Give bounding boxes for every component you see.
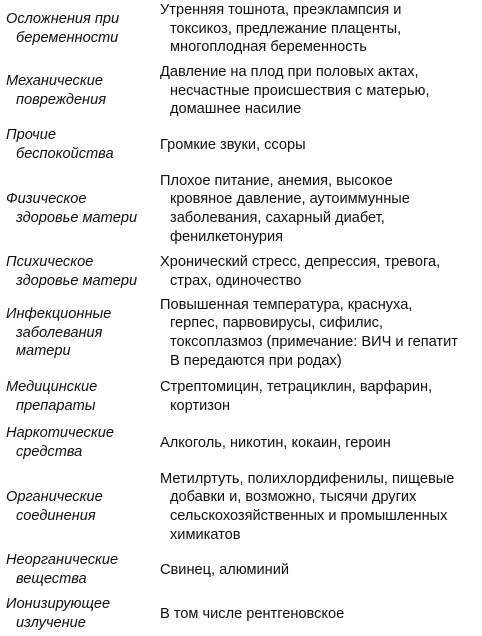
table-row (0, 170, 482, 248)
category-cell (0, 126, 152, 163)
description-cell (152, 434, 470, 453)
description-line: добавки и, возможно, тысячи других (170, 489, 417, 506)
category-line: Механические (6, 73, 103, 90)
category-cell (0, 190, 152, 227)
category-cell (0, 378, 152, 415)
description-cell (152, 172, 470, 247)
description-line: несчастные происшествия с матерью, (170, 82, 430, 99)
description-cell (152, 136, 470, 155)
category-line: здоровье матери (16, 273, 138, 289)
category-cell (0, 72, 152, 109)
category-line: беременности (16, 30, 119, 46)
description-line: Давление на плод при половых актах, (160, 63, 419, 80)
description-line: Хронический стресс, депрессия, тревога, (160, 254, 441, 271)
table-row (0, 594, 482, 634)
category-line: Инфекционные (6, 305, 112, 322)
category-cell (0, 551, 152, 588)
category-line: средства (16, 444, 83, 460)
description-cell (152, 253, 470, 290)
category-cell (0, 305, 152, 361)
category-line: Психическое (6, 254, 94, 271)
description-line: домашнее насилие (170, 101, 302, 118)
table-row (0, 62, 482, 120)
description-line: токсоплазмоз (примечание: ВИЧ и гепатит (170, 334, 458, 350)
category-cell (0, 488, 152, 525)
table-row (0, 0, 482, 58)
description-cell (152, 63, 470, 119)
category-line: излучение (16, 615, 86, 631)
table-row (0, 376, 482, 418)
description-line: В том числе рентгеновское (160, 605, 345, 622)
category-line: Ионизирующее (6, 596, 111, 613)
description-cell (152, 378, 470, 415)
category-line: соединения (16, 508, 96, 524)
category-line: препараты (16, 398, 96, 414)
category-line: Физическое (6, 191, 87, 208)
table-row (0, 468, 482, 546)
description-line: заболевания, сахарный диабет, (170, 210, 385, 226)
description-line: Свинец, алюминий (160, 561, 290, 578)
category-line: заболевания (16, 324, 103, 341)
category-line: вещества (16, 571, 87, 587)
description-line: Стрептомицин, тетрациклин, варфарин, (160, 379, 433, 396)
description-cell (152, 605, 470, 624)
category-cell (0, 595, 152, 632)
table-row (0, 124, 482, 166)
table-row (0, 422, 482, 464)
description-line: кортизон (170, 398, 230, 414)
description-line: Утренняя тошнота, преэклампсия и (160, 1, 402, 18)
description-line: фенилкетонурия (170, 228, 284, 245)
category-line: Осложнения при (6, 11, 120, 28)
category-cell (0, 424, 152, 461)
description-line: Повышенная температура, краснуха, (160, 296, 413, 313)
category-line: беспокойства (16, 146, 114, 162)
table-row (0, 294, 482, 372)
category-line: повреждения (16, 92, 106, 108)
description-line: кровяное давление, аутоиммунные (170, 191, 410, 208)
category-line: Органические (6, 489, 103, 506)
category-cell (0, 10, 152, 47)
description-line: страх, одиночество (170, 273, 302, 289)
description-line: химикатов (170, 526, 241, 543)
category-line: матери (16, 343, 71, 360)
category-line: Прочие (6, 127, 56, 144)
category-line: Наркотические (6, 425, 114, 442)
description-line: Алкоголь, никотин, кокаин, героин (160, 434, 391, 451)
description-line: В передаются при родах) (170, 352, 342, 369)
category-line: Неорганические (6, 552, 119, 569)
description-line: Метилртуть, полихлордифенилы, пищевые (160, 470, 455, 487)
description-line: Громкие звуки, ссоры (160, 136, 306, 153)
description-line: герпес, парвовирусы, сифилис, (170, 315, 384, 332)
table-row (0, 252, 482, 292)
description-cell (152, 1, 470, 57)
category-line: здоровье матери (16, 210, 138, 226)
category-cell (0, 253, 152, 290)
table-row (0, 550, 482, 590)
description-line: Плохое питание, анемия, высокое (160, 172, 393, 189)
description-line: токсикоз, предлежание плаценты, (170, 20, 402, 37)
description-cell (152, 561, 470, 580)
category-line: Медицинские (6, 379, 98, 396)
description-line: сельскохозяйственных и промышленных (170, 508, 448, 524)
description-line: многоплодная беременность (170, 39, 367, 56)
description-cell (152, 296, 470, 371)
description-cell (152, 470, 470, 545)
